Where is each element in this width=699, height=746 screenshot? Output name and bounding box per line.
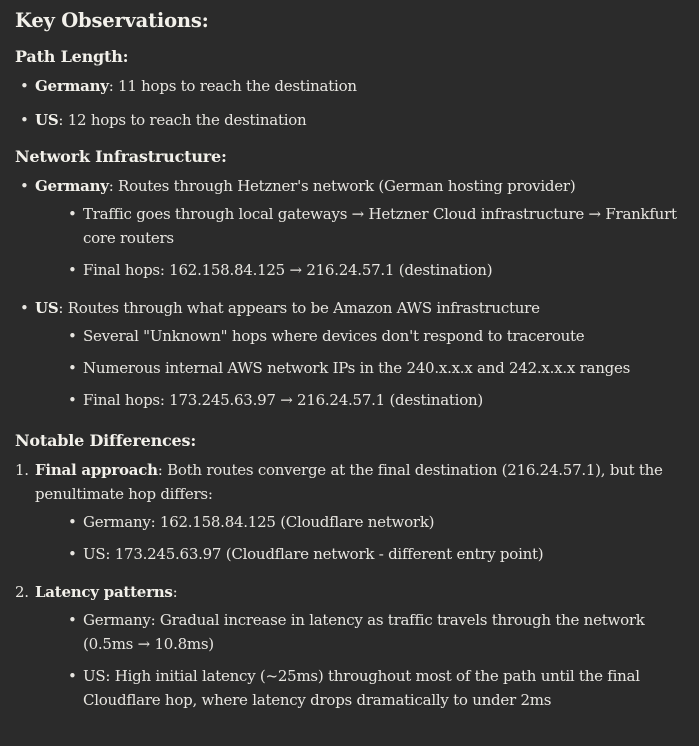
sub-list-item: • US: High initial latency (~25ms) throughout most of the path until the final Cloudflare hop, where latency drops dramatically to under 2ms	[63, 664, 699, 712]
sublist	[63, 202, 699, 282]
item-label: Germany	[35, 177, 109, 195]
sub-list-item: • Final hops: 162.158.84.125 → 216.24.57.1 (destination)	[63, 258, 699, 282]
list-item	[15, 108, 699, 132]
section-title-differences: Notable Differences:	[15, 431, 197, 450]
item-text: : Routes through Hetzner's network (German hosting provider)	[108, 177, 576, 195]
item-number: 2.	[15, 583, 29, 601]
item-label: Latency patterns	[35, 583, 173, 601]
section-title-path-length: Path Length:	[15, 47, 129, 66]
section-title-network: Network Infrastructure:	[15, 147, 227, 166]
item-text: :	[172, 583, 178, 601]
sublist	[63, 324, 699, 412]
ordered-item-final-approach	[15, 458, 699, 566]
item-label: Germany	[35, 77, 109, 95]
item-label: US	[35, 111, 59, 129]
differences-list	[15, 458, 699, 712]
list-item-us	[15, 296, 699, 412]
sub-list-item: • Numerous internal AWS network IPs in the 240.x.x.x and 242.x.x.x ranges	[63, 356, 699, 380]
sublist	[63, 608, 699, 712]
list-item	[15, 74, 699, 98]
sub-list-item: • Germany: Gradual increase in latency as traffic travels through the network (0.5ms → 10.8ms)	[63, 608, 699, 656]
item-text: : Both routes converge at the final destination (216.24.57.1), but the penultimate hop differs:	[35, 461, 663, 503]
page-heading: Key Observations:	[15, 9, 209, 32]
path-length-list	[15, 74, 699, 132]
sub-list-item: • Germany: 162.158.84.125 (Cloudflare network)	[63, 510, 699, 534]
list-item-germany	[15, 174, 699, 282]
sub-list-item: • Several "Unknown" hops where devices don't respond to traceroute	[63, 324, 699, 348]
sub-list-item: • Final hops: 173.245.63.97 → 216.24.57.1 (destination)	[63, 388, 699, 412]
item-label: US	[35, 299, 59, 317]
item-number: 1.	[15, 461, 29, 479]
network-list	[15, 174, 699, 412]
item-text: : 11 hops to reach the destination	[108, 77, 357, 95]
sub-list-item: • US: 173.245.63.97 (Cloudflare network - different entry point)	[63, 542, 699, 566]
item-text: : Routes through what appears to be Amazon AWS infrastructure	[58, 299, 540, 317]
sublist	[63, 510, 699, 566]
item-label: Final approach	[35, 461, 158, 479]
ordered-item-latency	[15, 580, 699, 712]
item-text: : 12 hops to reach the destination	[58, 111, 307, 129]
sub-list-item: • Traffic goes through local gateways → Hetzner Cloud infrastructure → Frankfurt core routers	[63, 202, 699, 250]
